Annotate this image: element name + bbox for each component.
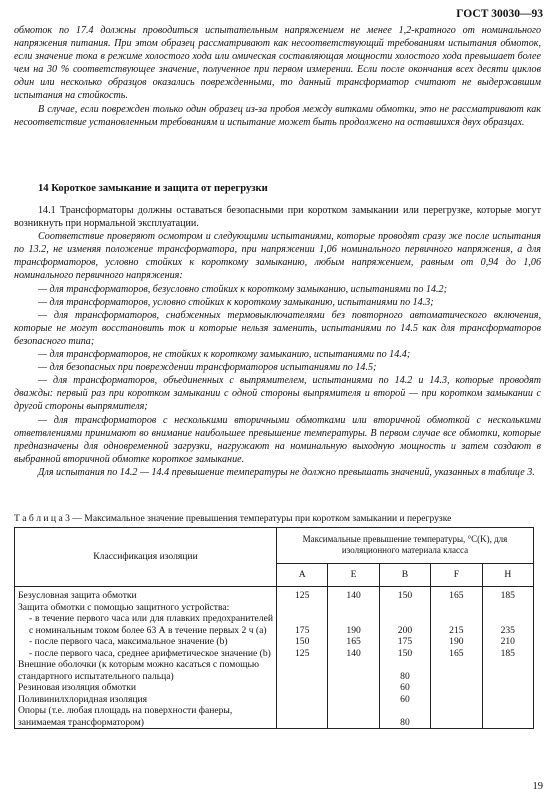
- table-row: [15, 705, 534, 729]
- value-cell: [482, 705, 533, 729]
- row-label: Опоры (т.е. любая площадь на поверхности фанеры, занимаемая трансформатором): [15, 705, 277, 729]
- value-cell: 125: [277, 587, 328, 602]
- value-cell: 60: [379, 694, 430, 706]
- paragraph: обмоток по 17.4 должны проводиться испытательным напряжением не менее 1,2-кратного от номинального напряжения питания. При этом образец рассматривают как несоответствующий требованиям испытания обмоток, если значение тока в режиме холостого хода или омическая составляющая мощности холостого хода превышает более чем на 30 % соответствующее значение, полученное при первом измерении. Если после окончания всех десяти циклов один или несколько образцов оказались поврежденными, то данный трансформатор считают не выдержавшим испытания на стойкость.: [14, 25, 541, 102]
- header-classification: Классификация изоляции: [15, 528, 277, 587]
- row-label: Резиновая изоляция обмотки: [15, 682, 277, 694]
- value-cell: 235: [482, 613, 533, 636]
- column-header-class-f: F: [431, 563, 482, 586]
- column-header-class-h: H: [482, 563, 533, 586]
- value-cell: 165: [431, 648, 482, 660]
- value-cell: 60: [379, 682, 430, 694]
- value-cell: 215: [431, 613, 482, 636]
- standard-code: ГОСТ 30030—93: [456, 8, 543, 20]
- row-label: - в течение первого часа или для плавких предохранителей с номинальным током более 63 А в течение первых 2 ч (а): [15, 613, 277, 636]
- paragraph: Для испытания по 14.2 — 14.4 превышение температуры не должно превышать значений, указанных в таблице 3.: [38, 466, 535, 478]
- value-cell: 210: [482, 636, 533, 648]
- value-cell: 80: [379, 705, 430, 729]
- row-label: Безусловная защита обмотки: [15, 587, 277, 602]
- compliance-text: [14, 230, 541, 479]
- row-label: - после первого часа, максимальное значение (b): [15, 636, 277, 648]
- value-cell: [431, 682, 482, 694]
- value-cell: 190: [431, 636, 482, 648]
- value-cell: 150: [277, 636, 328, 648]
- value-cell: [482, 602, 533, 614]
- value-cell: [277, 602, 328, 614]
- value-cell: [431, 705, 482, 729]
- section-heading: 14 Короткое замыкание и защита от перегрузки: [38, 183, 268, 194]
- table-body: [15, 587, 534, 729]
- value-cell: 200: [379, 613, 430, 636]
- list-item: — для трансформаторов с несколькими вторичными обмотками или вторичной обмоткой с несколькими ответвлениями принимают во внимание наибольшее превышение температуры. В первом случае все обмотки, которые предназначены для одновременной загрузки, нагружают на номинальную выходную мощность и затем создают в выбранной вторичной обмотке короткое замыкание.: [14, 414, 541, 465]
- table-row: [15, 636, 534, 648]
- value-cell: 175: [379, 636, 430, 648]
- list-item: — для трансформаторов, снабженных термовыключателями без повторного автоматического включения, которые не могут восстановить ток и которые нельзя заменить, испытаниями по 14.5 как для трансформаторов безопасного типа;: [14, 309, 541, 347]
- value-cell: [431, 694, 482, 706]
- table-caption: Т а б л и ц а 3 — Максимальное значение превышения температуры при коротком замыкании и перегрузке: [14, 513, 452, 524]
- column-header-class-a: A: [277, 563, 328, 586]
- value-cell: 150: [379, 648, 430, 660]
- value-cell: [431, 602, 482, 614]
- row-label: Внешние оболочки (к которым можно касаться с помощью стандартного испытательного пальца): [15, 659, 277, 682]
- header-temperature-group: Максимальные превышение температуры, °С(K), для изоляционного материала класса: [277, 528, 534, 564]
- table-row: [15, 613, 534, 636]
- value-cell: [328, 705, 379, 729]
- value-cell: [277, 682, 328, 694]
- value-cell: 165: [431, 587, 482, 602]
- table-row: [15, 694, 534, 706]
- paragraph: В случае, если поврежден только один образец из-за пробоя между витками обмотки, это не рассматривают как несоответствие установленным требованиям и испытание может быть продолжено на оставшихся двух образцах.: [14, 103, 541, 128]
- value-cell: [482, 659, 533, 682]
- value-cell: [328, 694, 379, 706]
- list-item: — для безопасных при повреждении трансформаторов испытаниями по 14.5;: [38, 362, 377, 374]
- table-row: [15, 587, 534, 602]
- value-cell: [379, 602, 430, 614]
- table-row: [15, 682, 534, 694]
- temperature-rise-table: [14, 527, 534, 729]
- table-row: [15, 648, 534, 660]
- value-cell: [482, 694, 533, 706]
- value-cell: [277, 694, 328, 706]
- list-item: — для трансформаторов, безусловно стойких к короткому замыканию, испытаниями по 14.2;: [38, 283, 447, 295]
- row-label: Поливинилхлоридная изоляция: [15, 694, 277, 706]
- table-row: [15, 602, 534, 614]
- value-cell: [328, 682, 379, 694]
- intro-text: [14, 24, 541, 129]
- value-cell: 165: [328, 636, 379, 648]
- value-cell: [277, 705, 328, 729]
- column-header-class-e: E: [328, 563, 379, 586]
- value-cell: [277, 659, 328, 682]
- value-cell: 140: [328, 648, 379, 660]
- value-cell: [328, 659, 379, 682]
- value-cell: 175: [277, 613, 328, 636]
- value-cell: 150: [379, 587, 430, 602]
- value-cell: [328, 602, 379, 614]
- value-cell: [431, 659, 482, 682]
- value-cell: 80: [379, 659, 430, 682]
- value-cell: [482, 682, 533, 694]
- value-cell: 185: [482, 587, 533, 602]
- value-cell: 140: [328, 587, 379, 602]
- column-header-class-b: B: [379, 563, 430, 586]
- list-item: — для трансформаторов, не стойких к короткому замыканию, испытаниями по 14.4;: [38, 349, 411, 361]
- value-cell: 190: [328, 613, 379, 636]
- table-row: [15, 659, 534, 682]
- clause-text: [14, 204, 541, 479]
- value-cell: 185: [482, 648, 533, 660]
- page-number: 19: [532, 781, 543, 792]
- row-label: - после первого часа, среднее арифметическое значение (b): [15, 648, 277, 660]
- value-cell: 125: [277, 648, 328, 660]
- row-label: Защита обмотки с помощью защитного устройства:: [15, 602, 277, 614]
- list-item: — для трансформаторов, условно стойких к короткому замыканию, испытаниями по 14.3;: [38, 296, 434, 308]
- paragraph: Соответствие проверяют осмотром и следующими испытаниями, которые проводят сразу же после испытания по 13.2, не изменяя положение трансформатора, при напряжении 1,06 номинального первичного напряжения, а для трансформаторов, условно стойких к короткому замыканию, любым напряжением, равным от 0,94 до 1,06 номинального первичного напряжения:: [14, 231, 541, 282]
- paragraph: 14.1 Трансформаторы должны оставаться безопасными при коротком замыкании или перегрузке, которые могут возникнуть при нормальной эксплуатации.: [14, 205, 541, 230]
- list-item: — для трансформаторов, объединенных с выпрямителем, испытаниями по 14.2 и 14.3, которые проводят дважды: первый раз при коротком замыкании с одной стороны выпрямителя и второй — при коротком замыкании с другой стороны выпрямителя;: [14, 375, 541, 413]
